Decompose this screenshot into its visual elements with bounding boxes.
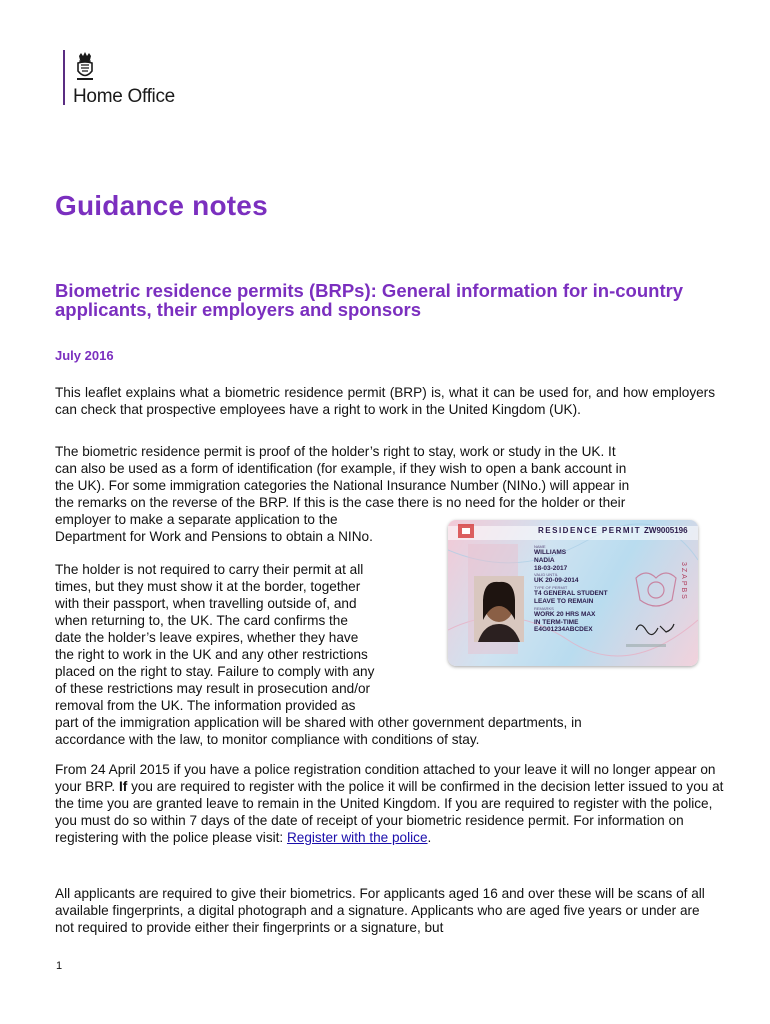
text-line: the UK). For some immigration categories the National Insurance Number (NINo.) will appear in	[55, 478, 630, 493]
text-line: The biometric residence permit is proof of the holder’s right to stay, work or study in the UK. It	[55, 444, 616, 459]
text-line: date the holder’s leave expires, whether they have	[55, 630, 359, 645]
card-surname: WILLIAMS	[534, 549, 567, 556]
page-title: Guidance notes	[55, 190, 268, 221]
royal-crest-icon	[73, 52, 97, 82]
text-line: accordance with the law, to monitor compliance with conditions of stay.	[55, 732, 480, 747]
text-line: The holder is not required to carry their permit at all	[55, 562, 364, 577]
card-forename: NADIA	[534, 556, 555, 564]
card-label-remarks: REMARKS	[534, 605, 554, 611]
bold-text: If	[118, 779, 128, 794]
card-details	[534, 544, 608, 634]
text-line: the right to work in the UK and any other restrictions	[55, 647, 368, 662]
page-number: 1	[56, 960, 63, 972]
brp-card-image	[448, 520, 698, 666]
text-line: part of the immigration application will be shared with other government departments, in	[55, 715, 582, 730]
text-line: when returning to, the UK. The card confirms the	[55, 613, 348, 628]
card-number: ZW9005196	[644, 526, 688, 535]
text-line: of these restrictions may result in prosecution and/or	[55, 681, 371, 696]
paragraph-police-registration	[55, 761, 725, 846]
text-line: with their passport, when travelling outside of, and	[55, 596, 357, 611]
card-remarks-line: IN TERM-TIME	[534, 618, 579, 626]
card-remarks-line: E4G01234ABCDEX	[534, 626, 593, 634]
text-line: Department for Work and Pensions to obtain a NINo.	[55, 529, 373, 544]
card-label-type: TYPE OF PERMIT	[534, 585, 568, 591]
text-line: placed on the right to stay. Failure to comply with any	[55, 664, 375, 679]
card-type-line: T4 GENERAL STUDENT	[534, 590, 608, 598]
publication-date: July 2016	[55, 348, 114, 363]
text-line: times, but they must show it at the border, together	[55, 579, 361, 594]
card-type-line: LEAVE TO REMAIN	[534, 597, 594, 605]
card-side-code: 3ZAPBS	[680, 562, 687, 601]
card-remarks-line: WORK 20 HRS MAX	[534, 610, 596, 618]
text-segment: From 24 April 2015 if you have a police registration condition attached to your leave it will no longer appear on your BRP.	[55, 762, 716, 794]
page-subtitle: Biometric residence permits (BRPs): General information for in-country applicants, their employers and sponsors	[55, 280, 684, 320]
text-line: employer to make a separate application to the	[55, 512, 338, 527]
text-line: removal from the UK. The information provided as	[55, 698, 356, 713]
text-line: the remarks on the reverse of the BRP. If this is the case there is no need for the holder or their	[55, 495, 626, 510]
card-label-name: NAME	[534, 544, 546, 549]
card-valid-until: UK 20-09-2014	[534, 577, 579, 585]
register-with-police-link[interactable]: Register with the police	[286, 830, 428, 845]
text-segment: you are required to register with the police it will be confirmed in the decision letter issued to you at the time you are granted leave to remain in the United Kingdom. If you are required to register with the police, you must do so within 7 days of the date of receipt of your biometric residence permit. For information on registering with the police please visit:	[55, 779, 724, 845]
text-line: can also be used as a form of identification (for example, if they wish to open a bank account in	[55, 461, 627, 476]
text-segment: .	[427, 830, 432, 845]
logo-divider-bar	[63, 50, 65, 105]
paragraph-biometrics: All applicants are required to give their biometrics. For applicants aged 16 and over these will be scans of all available fingerprints, a digital photograph and a signature. Applicants who are aged five years or under are not required to provide either their fingerprints or a signature, but	[55, 886, 705, 935]
card-dob: 18-03-2017	[534, 564, 568, 572]
org-name: Home Office	[73, 86, 175, 107]
card-label-issue: VALID UNTIL	[534, 572, 558, 578]
paragraph-intro: This leaflet explains what a biometric residence permit (BRP) is, what it can be used for, and how employers can check that prospective employees have a right to work in the United Kingdom (UK).	[55, 385, 715, 417]
card-heading: RESIDENCE PERMIT	[538, 526, 642, 535]
